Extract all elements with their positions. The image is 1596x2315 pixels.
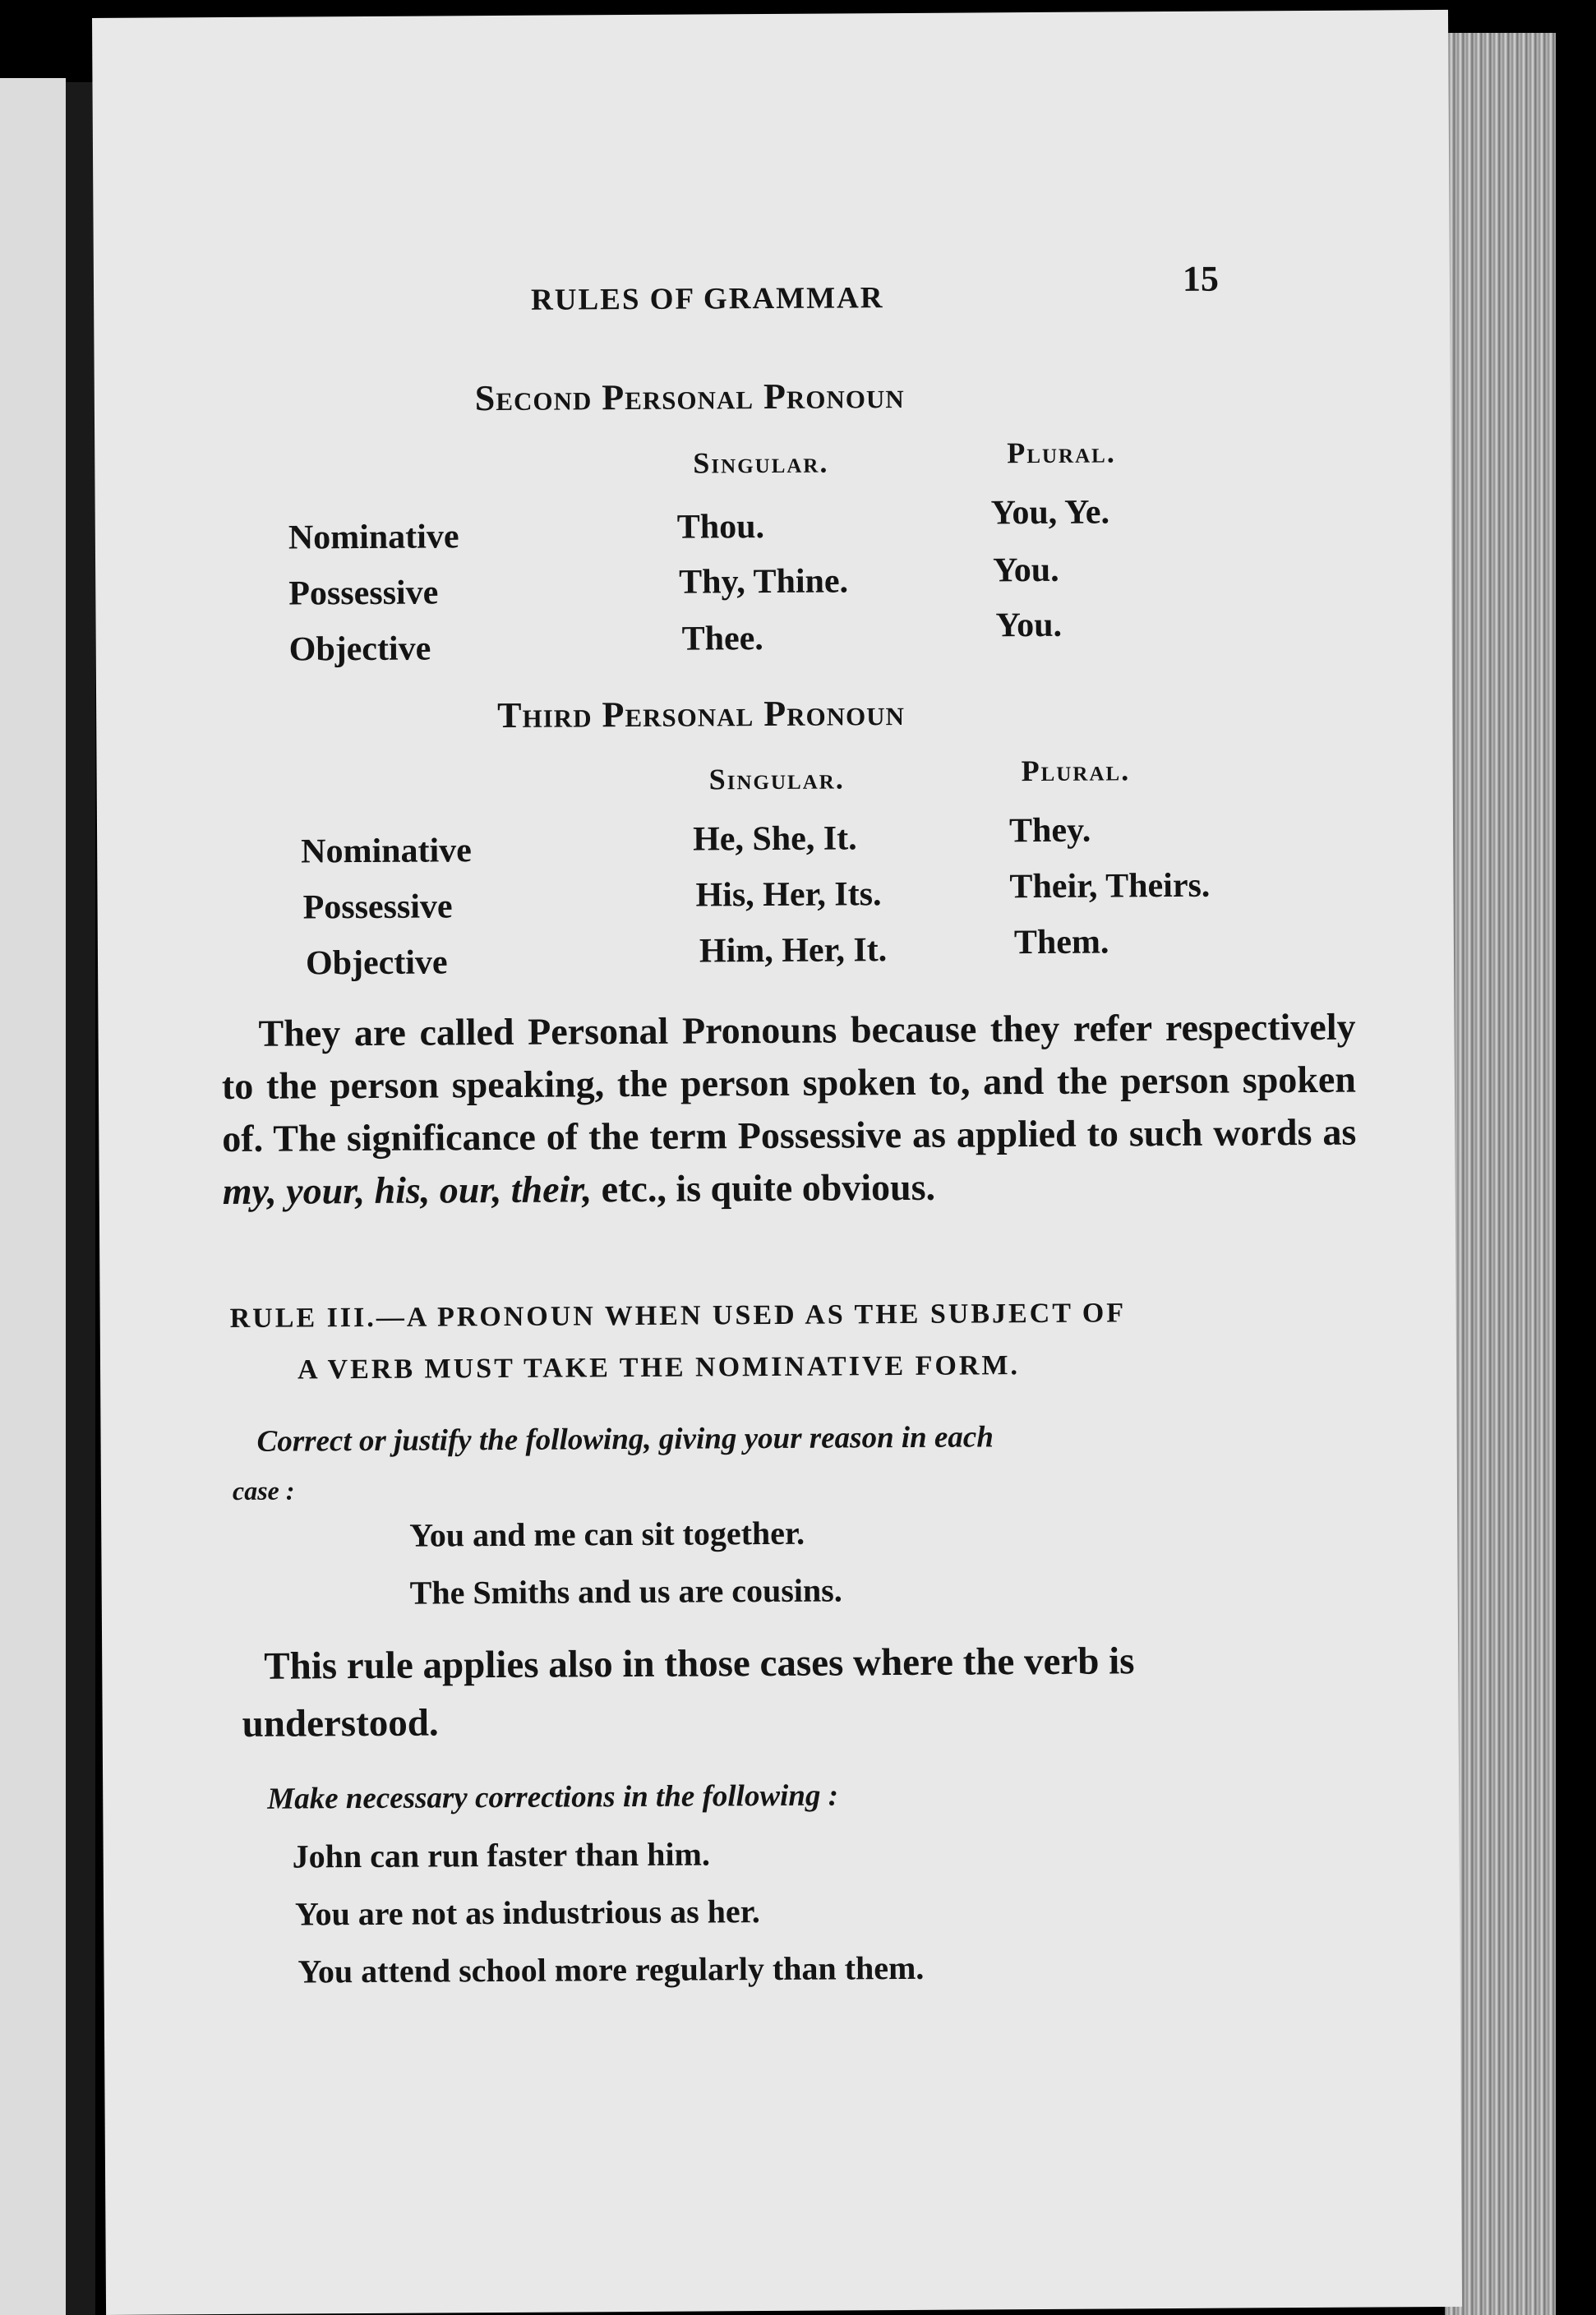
plural-form: Their, Theirs. bbox=[1009, 866, 1211, 906]
case-label: Objective bbox=[305, 943, 448, 983]
singular-form: Thy, Thine. bbox=[679, 562, 849, 602]
rule-note-line1: This rule applies also in those cases where the verb is bbox=[264, 1639, 1135, 1688]
page-stack-edge bbox=[1445, 33, 1556, 2315]
paragraph-text-end: etc., is quite obvious. bbox=[592, 1165, 936, 1211]
case-label: Nominative bbox=[288, 518, 459, 557]
page-number: 15 bbox=[1182, 258, 1220, 299]
singular-form: Thee. bbox=[681, 620, 763, 658]
book-gutter bbox=[66, 82, 95, 2315]
column-header-plural: Plural. bbox=[1021, 754, 1131, 788]
plural-form: You. bbox=[995, 606, 1063, 645]
correction-sentence: John can run faster than him. bbox=[292, 1835, 711, 1875]
column-header-singular: Singular. bbox=[708, 762, 845, 796]
plural-form: You, Ye. bbox=[990, 493, 1110, 533]
exercise-instruction-cont: case : bbox=[232, 1475, 295, 1506]
singular-form: Thou. bbox=[676, 508, 765, 546]
correction-sentence: You are not as industrious as her. bbox=[294, 1893, 760, 1933]
case-label: Objective bbox=[288, 629, 431, 669]
plural-form: You. bbox=[992, 551, 1059, 590]
correction-sentence: You attend school more regularly than them. bbox=[298, 1948, 925, 1990]
column-header-singular: Singular. bbox=[693, 445, 829, 480]
exercise-sentence: You and me can sit together. bbox=[409, 1514, 805, 1554]
running-title: RULES OF GRAMMAR bbox=[530, 281, 884, 317]
exercise-sentence: The Smiths and us are cousins. bbox=[409, 1571, 842, 1612]
case-label: Possessive bbox=[288, 574, 439, 613]
plural-form: Them. bbox=[1013, 923, 1109, 962]
italic-examples: my, your, his, our, their, bbox=[222, 1168, 593, 1213]
rule-heading-line2: A VERB MUST TAKE THE NOMINATIVE FORM. bbox=[297, 1350, 1021, 1386]
singular-form: He, She, It. bbox=[692, 819, 857, 859]
rule-note-line2: understood. bbox=[242, 1701, 439, 1745]
scan-background bbox=[1556, 0, 1596, 2315]
table-heading: Third Personal Pronoun bbox=[497, 692, 906, 736]
facing-page-edge bbox=[0, 78, 66, 2315]
singular-form: Him, Her, It. bbox=[699, 931, 888, 971]
book-page bbox=[92, 10, 1462, 2315]
paragraph-text: They are called Personal Pronouns because they refer respectively to the person speaking, the person spoken to, and the person spoken of. The significance of the term Possessive as applied to such words as bbox=[221, 1005, 1357, 1160]
plural-form: They. bbox=[1008, 811, 1091, 851]
singular-form: His, Her, Its. bbox=[695, 875, 882, 915]
column-header-plural: Plural. bbox=[1007, 436, 1116, 470]
case-label: Possessive bbox=[302, 888, 453, 927]
exercise-instruction: Correct or justify the following, giving your reason in each bbox=[256, 1420, 994, 1459]
explanatory-paragraph bbox=[221, 1001, 1357, 1218]
table-heading: Second Personal Pronoun bbox=[474, 375, 905, 419]
rule-heading-line1: RULE III.—A PRONOUN WHEN USED AS THE SUBJECT OF bbox=[229, 1298, 1127, 1335]
correction-instruction: Make necessary corrections in the following : bbox=[267, 1778, 839, 1816]
case-label: Nominative bbox=[301, 832, 472, 871]
